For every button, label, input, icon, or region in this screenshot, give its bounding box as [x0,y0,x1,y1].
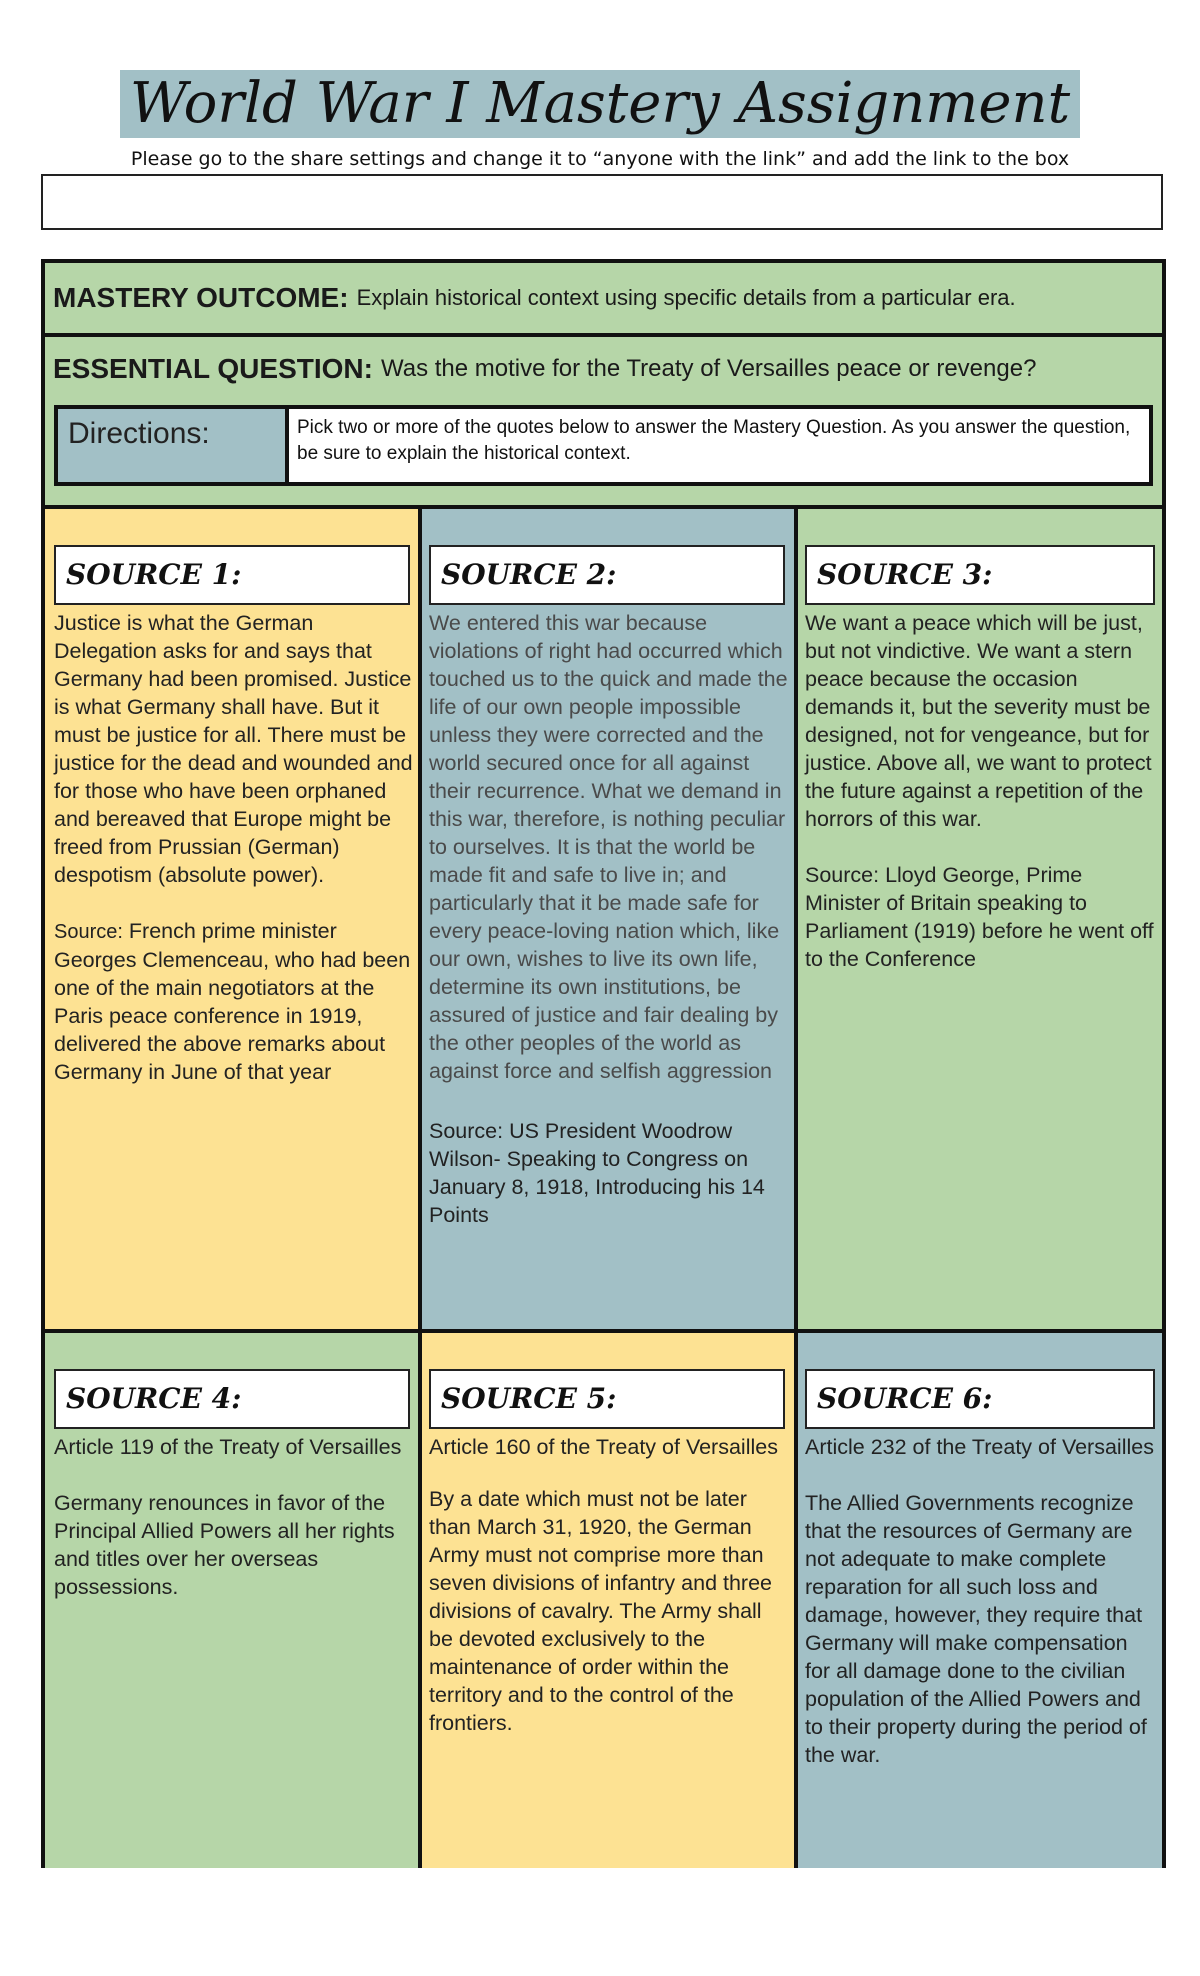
source-3-header: SOURCE 3: [805,545,1155,605]
directions-box [54,405,1153,486]
source-2-body [429,609,789,1229]
source-5-header: SOURCE 5: [429,1369,785,1429]
directions-text: Pick two or more of the quotes below to answer the Mastery Question. As you answer the question, be sure to explain the historical context. [297,417,1131,464]
grid-divider [418,509,422,1868]
source-6-body [805,1433,1157,1769]
source-1-header: SOURCE 1: [54,545,410,605]
source-6-header: SOURCE 6: [805,1369,1155,1429]
source-6-cell [796,1333,1162,1868]
source-1-body [54,609,414,1086]
source-4-intro: Article 119 of the Treaty of Versailles [54,1435,402,1459]
source-4-body [54,1433,414,1601]
source-1-citation [54,917,414,1086]
source-2-cell [420,509,796,1329]
grid-divider [794,509,798,1868]
source-6-text: The Allied Governments recognize that the resources of Germany are not adequate to make complete reparation for all such loss and damage, however, they require that Germany will make compensation for all damage done to the civilian population of the Allied Powers and to their property during the period of the war. [805,1491,1147,1767]
source-5-intro: Article 160 of the Treaty of Versailles [429,1435,778,1459]
share-instructions: Please go to the share settings and change it to “anyone with the link” and add the link to the box [130,148,1070,170]
mastery-outcome-row [45,263,1162,337]
source-5-text: By a date which must not be later than March 31, 1920, the German Army must not comprise more than seven divisions of infantry and three divisions of cavalry. The Army shall be devoted exclusively to the maintenance of order within the territory and to the control of the frontiers. [429,1487,773,1735]
source-1-citation-label: Source: [54,921,123,943]
essential-question-label: ESSENTIAL QUESTION: [53,353,373,384]
directions-label: Directions: [58,409,289,482]
grid-divider [45,1329,1162,1333]
source-1-citation-text: French prime minister Georges Clemenceau, who had been one of the main negotiators at the Paris peace conference in 1919, delivered the above remarks about Germany in June of that year [54,919,411,1084]
source-3-quote: We want a peace which will be just, but not vindictive. We want a stern peace because the occasion demands it, but the severity must be designed, not for vengeance, but for justice. Above all, we want to protect the future against a repetition of the horrors of this war. [805,611,1152,831]
source-2-header: SOURCE 2: [429,545,785,605]
mastery-outcome-label: MASTERY OUTCOME: [53,282,349,313]
source-4-text: Germany renounces in favor of the Principal Allied Powers all her rights and titles over her overseas possessions. [54,1491,395,1599]
essential-question-text: Was the motive for the Treaty of Versailles peace or revenge? [380,355,1037,382]
essential-question-row [53,349,1153,389]
link-input-box[interactable] [41,174,1163,230]
source-1-cell [45,509,420,1329]
source-5-body [429,1433,789,1737]
source-5-cell [420,1333,796,1868]
source-2-citation: Source: US President Woodrow Wilson- Speaking to Congress on January 8, 1918, Introducing his 14 Points [429,1119,765,1227]
source-4-header: SOURCE 4: [54,1369,410,1429]
source-6-intro: Article 232 of the Treaty of Versailles [805,1435,1154,1459]
source-2-quote: We entered this war because violations of right had occurred which touched us to the quick and made the life of our own people impossible unless they were corrected and the world secured once for all against their recurrence. What we demand in this war, therefore, is nothing peculiar to ourselves. It is that the world be made fit and safe to live in; and particularly that it be made safe for every peace-loving nation which, like our own, wishes to live its own life, determine its own institutions, be assured of justice and fair dealing by the other peoples of the world as against force and selfish aggression [429,611,788,1083]
source-4-cell [45,1333,420,1868]
source-1-quote: Justice is what the German Delegation asks for and says that Germany had been promised. Justice is what Germany shall have. But it must be justice for all. There must be justice for the dead and wounded and for those who have been orphaned and bereaved that Europe might be freed from Prussian (German) despotism (absolute power). [54,611,413,887]
source-3-body [805,609,1157,973]
title-wrap [0,70,1200,138]
assignment-table [41,259,1166,1868]
source-3-citation: Source: Lloyd George, Prime Minister of Britain speaking to Parliament (1919) before he went off to the Conference [805,863,1154,971]
source-3-cell [796,509,1162,1329]
page-title: World War I Mastery Assignment [120,70,1080,138]
mastery-outcome-text: Explain historical context using specific details from a particular era. [356,285,1016,310]
